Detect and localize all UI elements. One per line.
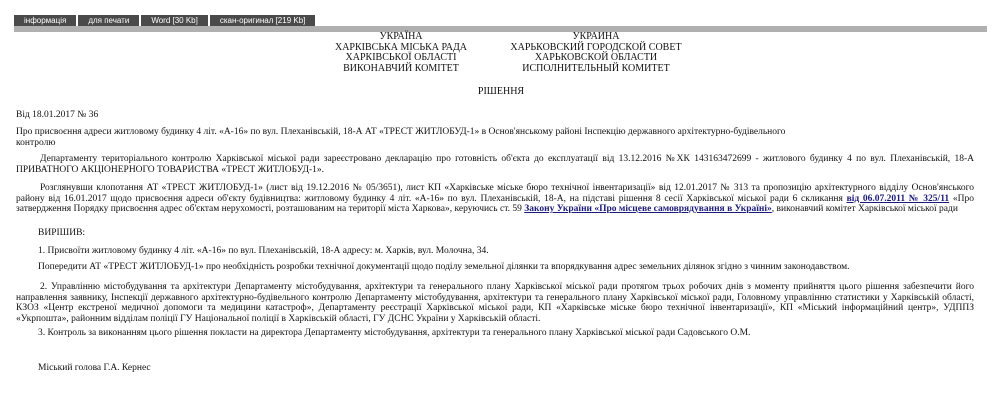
header-line: УКРАЇНА: [379, 31, 423, 42]
header-line: ХАРЬКОВСКОЙ ОБЛАСТИ: [534, 52, 658, 63]
tab-bar: [14, 15, 315, 26]
tab-info[interactable]: інформація: [14, 15, 76, 26]
tab-word[interactable]: Word [30 Kb]: [141, 15, 208, 26]
law-link[interactable]: Закону України «Про місцеве самоврядування в Україні»: [524, 204, 772, 214]
header-russian: [496, 32, 696, 74]
item-2: 2. Управлінню містобудування та архітектури Департаменту містобудування, архітектури та генерального плану Харківської міської ради протягом трьох робочих днів з моменту прийняття цього рішення забезпечити його направлення заявнику, Інспекції державного архітектурно-будівельного контролю Департаменту містобудування, архітектури та генерального плану Харківської міської ради, Головному управлінню статистики у Харківській області, КЗОЗ «Центр екстреної медичної допомоги та медицини катастроф», Департаменту реєстрації Харківської міської ради, КП «Харківське міське бюро технічної інвентаризації», КП «Міський інформаційний центр», УДППЗ «Укрпошта», районним відділам поліції ГУ Національної поліції в Харківській області, ГУ ДСНС України у Харківській області.: [16, 282, 974, 324]
document-header: [16, 32, 986, 92]
header-line: УКРАИНА: [572, 31, 620, 42]
item-1: 1. Присвоїти житловому будинку 4 літ. «А-16» по вул. Плеханівській, 18-А адресу: м. Харків, вул. Молочна, 34.: [38, 246, 489, 256]
signature: Міський голова Г.А. Кернес: [38, 363, 151, 373]
item-1-warning: Попередити АТ «ТРЕСТ ЖИТЛОБУД-1» про необхідність розробки технічної документації щодо поділу земельної ділянки та впорядкування адрес земельних ділянок згідно з чинним законодавством.: [38, 262, 850, 272]
paragraph-text: «Про затвердження Порядку присвоєння адрес об'єктам нерухомості, розташованим на території міста Харкова», керуючись ст. 59: [16, 193, 974, 214]
item-3: 3. Контроль за виконанням цього рішення покласти на директора Департаменту містобудування, архітектури та генерального плану Харківської міської ради Садовського О.М.: [38, 328, 751, 338]
header-line: ХАРКІВСЬКА МІСЬКА РАДА: [334, 41, 468, 53]
tab-scan-original[interactable]: скан-оригинал [219 Kb]: [210, 15, 316, 26]
tab-print[interactable]: для печати: [78, 15, 139, 26]
paragraph-considering: [16, 183, 974, 215]
document-title: РІШЕННЯ: [477, 86, 525, 97]
date-number-line: Від 18.01.2017 № 36: [16, 110, 99, 120]
resolved-heading: ВИРІШИВ:: [38, 228, 86, 238]
header-line: ИСПОЛНИТЕЛЬНЫЙ КОМИТЕТ: [522, 62, 670, 74]
header-line: ХАРКІВСЬКОЇ ОБЛАСТІ: [345, 52, 457, 63]
header-line: ХАРЬКОВСКИЙ ГОРОДСКОЙ СОВЕТ: [510, 41, 682, 53]
subject-line: Про присвоєння адреси житловому будинку 4 літ. «А-16» по вул. Плеханівській, 18-А АТ «ТРЕСТ ЖИТЛОБУД-1» в Основ'янському районі Інспекцію державного архітектурно-будівельного контролю: [16, 127, 786, 148]
header-line: ВИКОНАВЧИЙ КОМІТЕТ: [343, 62, 459, 74]
paragraph-declaration: Департаменту територіального контролю Харківської міської ради зареєстровано декларацію про готовність об'єкта до експлуатації від 13.12.2016 №ХК 143163472699 - житлового будинку 4 по вул. Плеханівській, 18-А ПРИВАТНОГО АКЦІОНЕРНОГО ТОВАРИСТВА «ТРЕСТ ЖИТЛОБУД-1».: [16, 154, 974, 175]
paragraph-text: Розглянувши клопотання АТ «ТРЕСТ ЖИТЛОБУД-1» (лист від 19.12.2016 № 05/3651), лист КП «Харківське міське бюро технічної інвентаризації» від 12.01.2017 № 313 та пропозицію архітектурного відділу Основ'янського району від 16.01.2017 щодо присвоєння адреси об'єкту будівництва: житловому будинку 4 літ. «А-16» по вул. Плеханівській, 18-А, на підставі рішення 8 сесії Харківської міської ради 6 скликання: [16, 183, 974, 204]
paragraph-text: , виконавчий комітет Харківської міської ради: [771, 204, 958, 214]
header-ukrainian: [316, 32, 486, 74]
decision-link[interactable]: від 06.07.2011 № 325/11: [846, 193, 950, 204]
document-body: [16, 31, 986, 373]
